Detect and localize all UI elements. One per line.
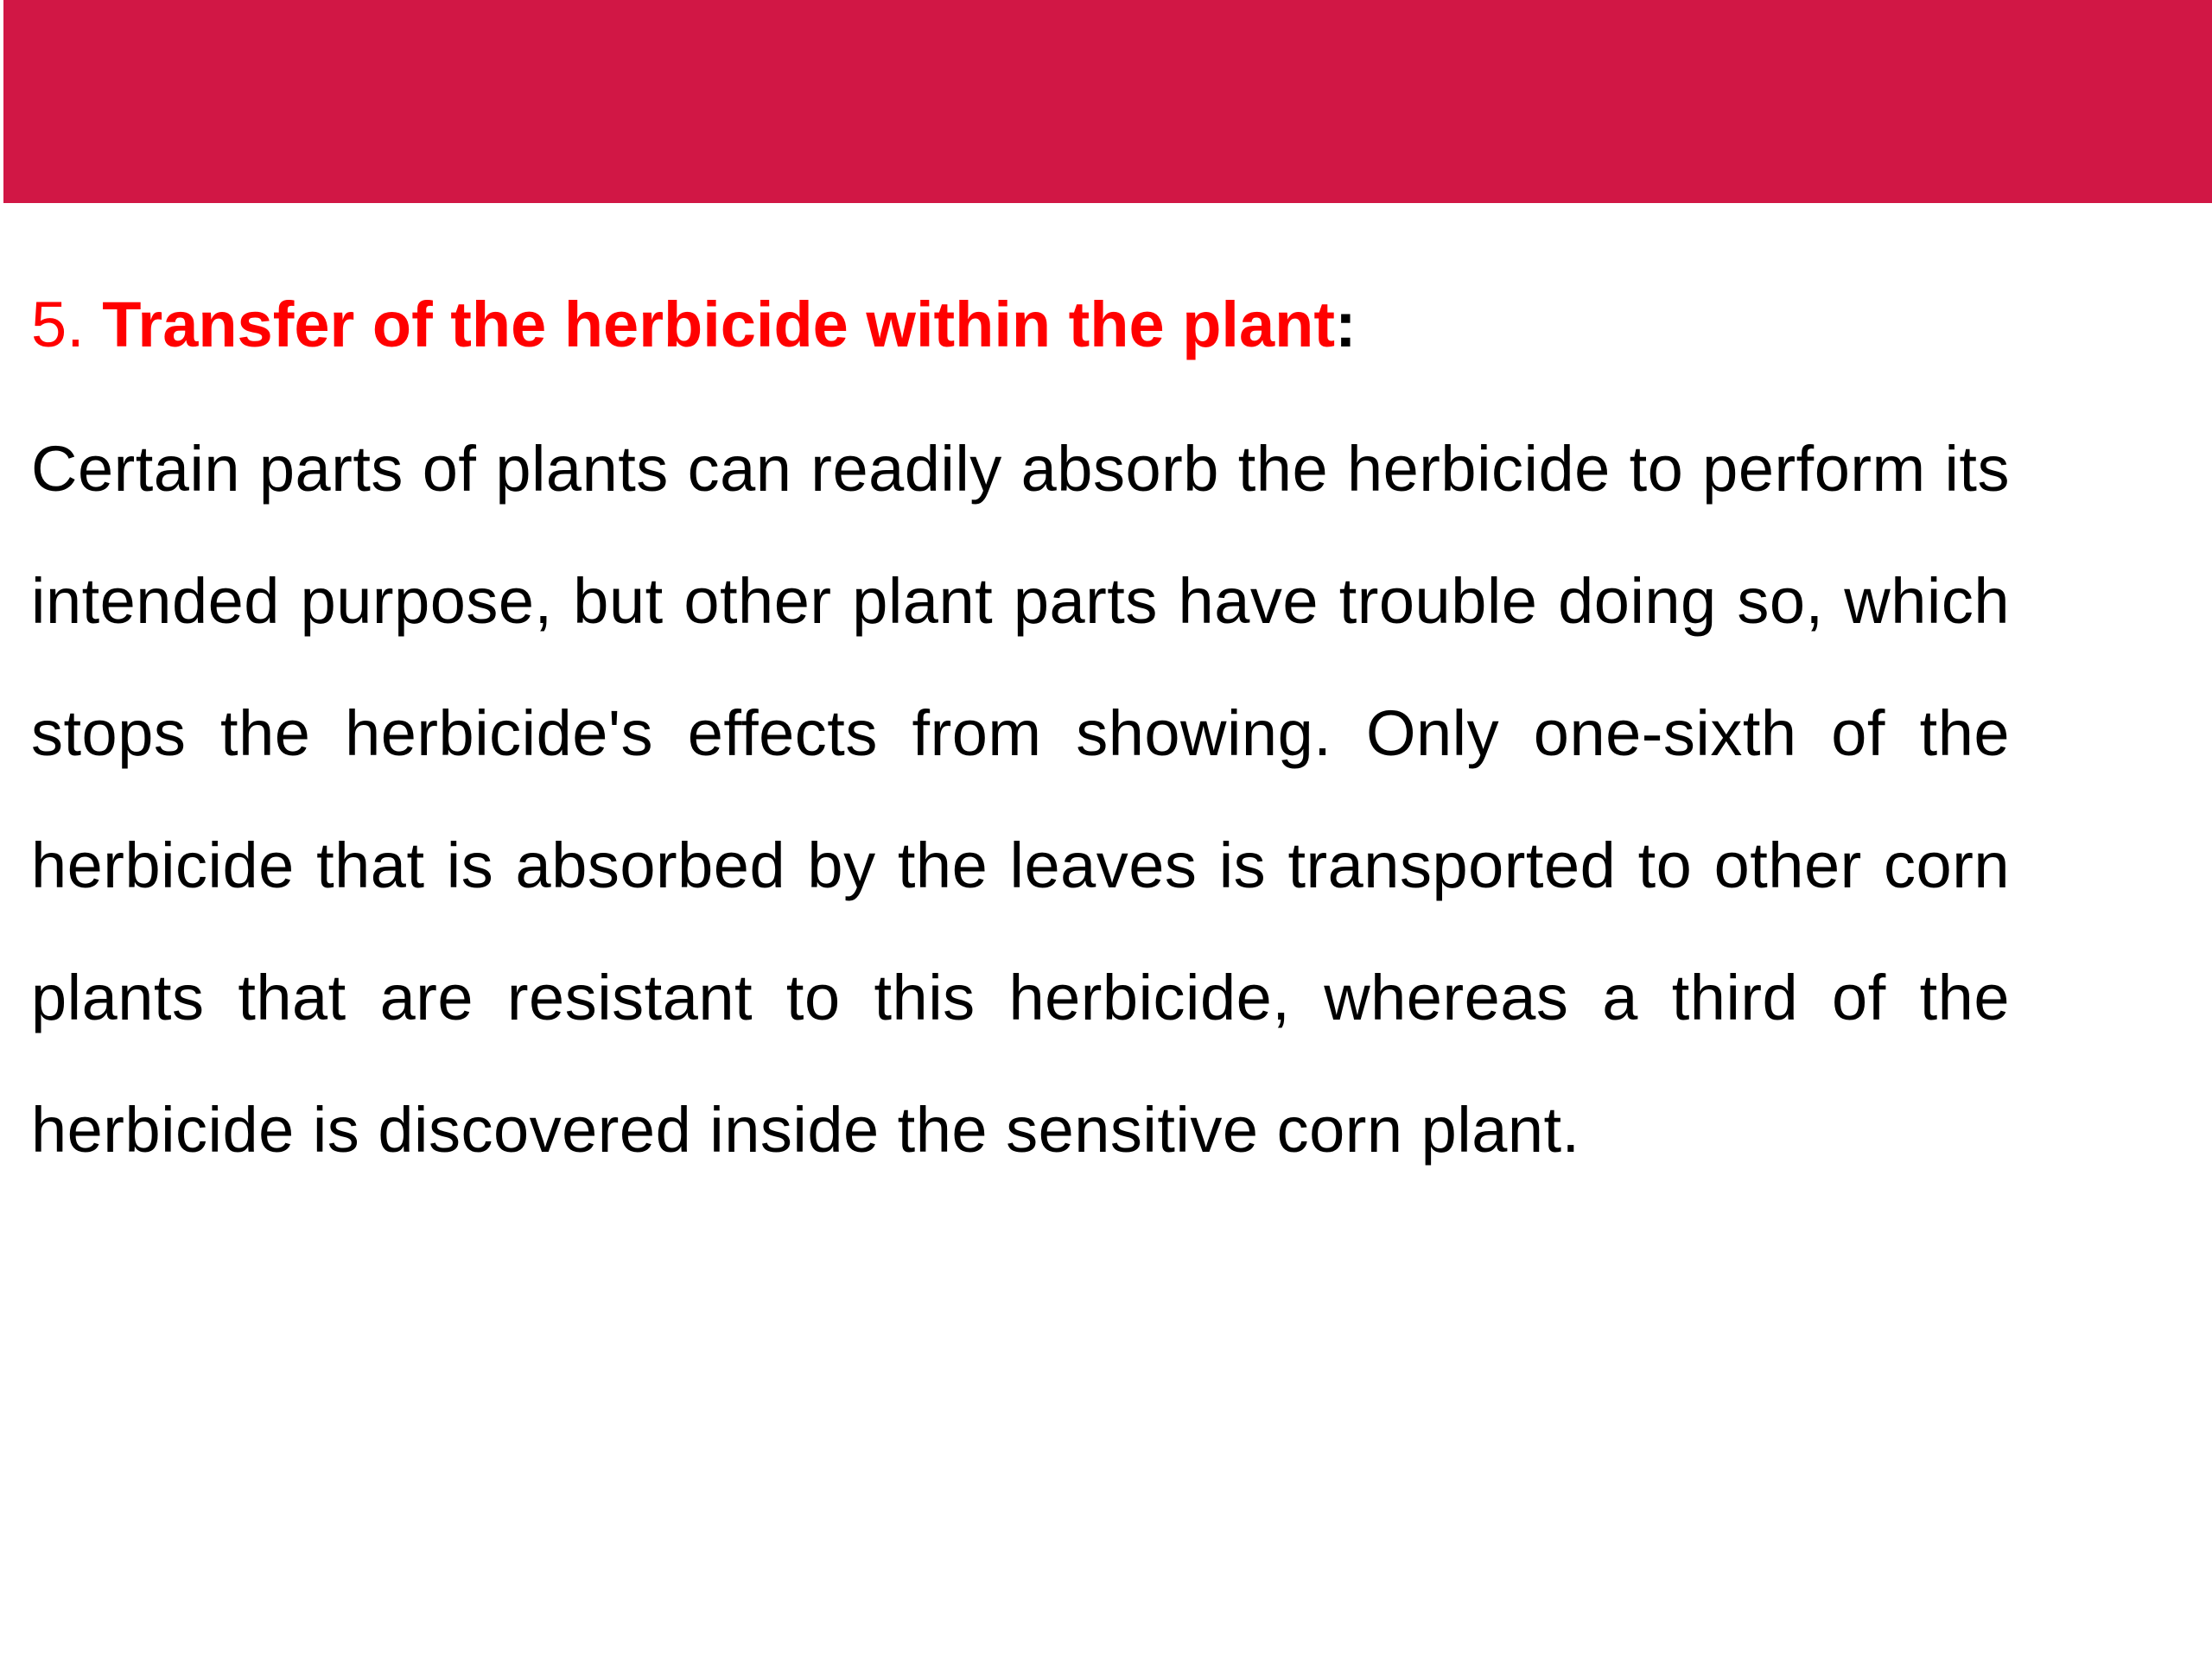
section-body: Certain parts of plants can readily absorb the herbicide to perform its intended purpose, but other plant parts have trouble doing so, which stops the herbicide's effects from showing. Only one-sixth of the herbicide that is absorbed by the leaves is transported to other corn plants that are resistant to this herbicide, whereas a third of the herbicide is discovered inside the sensitive corn plant. bbox=[31, 433, 2010, 1166]
slide-content bbox=[31, 275, 2010, 1196]
section-heading bbox=[31, 275, 2010, 375]
section-title: Transfer of the herbicide within the plant bbox=[102, 289, 1335, 360]
header-band bbox=[0, 0, 2212, 203]
section-number: 5. bbox=[31, 289, 85, 360]
section-colon: : bbox=[1335, 289, 1357, 360]
